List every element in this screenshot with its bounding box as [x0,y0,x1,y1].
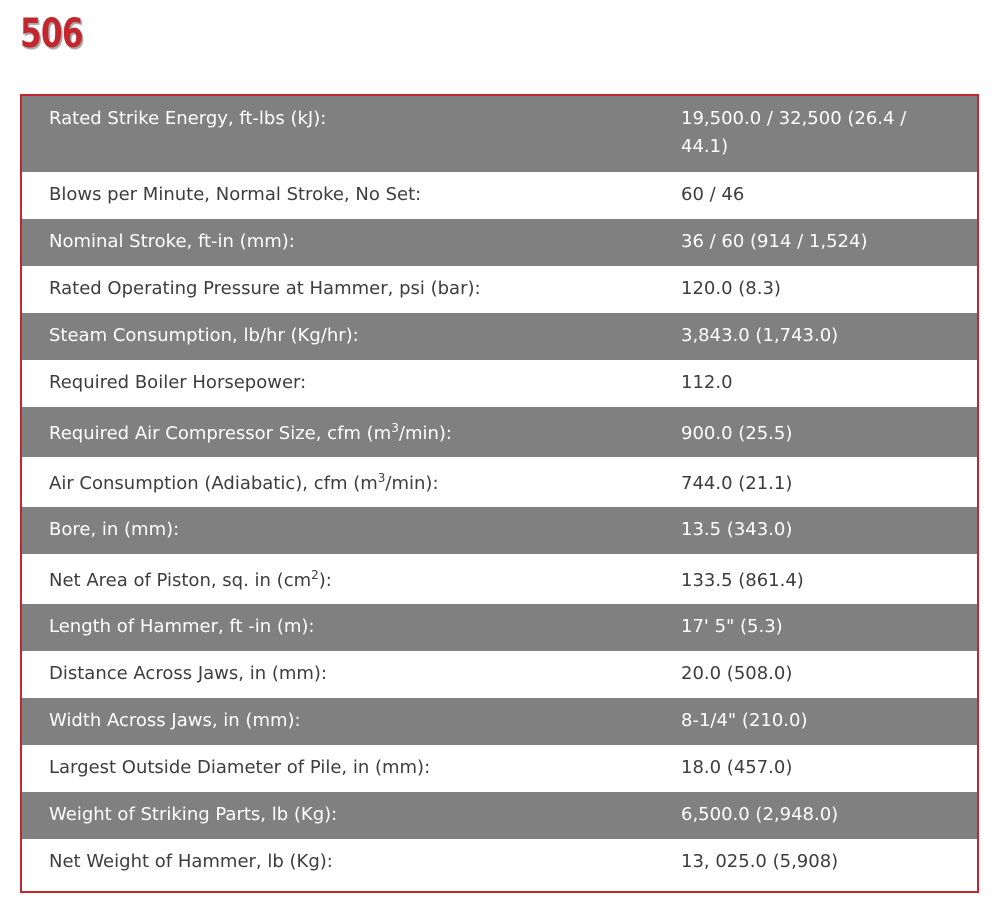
spec-label: Largest Outside Diameter of Pile, in (mm): [49,757,431,778]
spec-label-text: Required Air Compressor Size, cfm (m [49,423,392,444]
spec-row [22,219,977,266]
spec-table [20,94,979,893]
spec-label: Net Weight of Hammer, lb (Kg): [49,851,333,872]
spec-row [22,651,977,698]
spec-row [22,698,977,745]
spec-label: Required Boiler Horsepower: [49,372,307,393]
spec-label-text: Net Area of Piston, sq. in (cm [49,570,312,591]
page-title: 506 [20,11,83,57]
spec-label-text: ): [318,570,332,591]
spec-label: Bore, in (mm): [49,519,180,540]
spec-row [22,554,977,604]
spec-row [22,792,977,839]
spec-value: 900.0 (25.5) [681,423,793,444]
spec-row [22,745,977,792]
spec-value: 6,500.0 (2,948.0) [681,804,839,825]
superscript: 2 [311,568,319,582]
spec-label: Length of Hammer, ft -in (m): [49,616,315,637]
spec-label: Steam Consumption, lb/hr (Kg/hr): [49,325,359,346]
spec-label [22,407,681,457]
spec-row [22,266,977,313]
spec-value: 8-1/4" (210.0) [681,710,808,731]
spec-row [22,457,977,507]
spec-row [22,172,977,219]
spec-value: 133.5 (861.4) [681,570,804,591]
spec-value: 20.0 (508.0) [681,663,793,684]
superscript: 3 [377,471,386,485]
spec-value: 744.0 (21.1) [681,473,793,494]
spec-label: Blows per Minute, Normal Stroke, No Set: [49,184,422,205]
spec-label-text: /min): [398,423,452,444]
spec-value: 112.0 [681,372,733,393]
spec-row [22,407,977,457]
spec-label: Width Across Jaws, in (mm): [49,710,301,731]
spec-row [22,96,977,172]
spec-row [22,507,977,554]
spec-label-text: /min): [385,473,439,494]
superscript: 3 [391,421,399,435]
spec-value: 13, 025.0 (5,908) [681,851,839,872]
spec-row [22,839,977,886]
spec-label: Distance Across Jaws, in (mm): [49,663,328,684]
spec-value: 17' 5" (5.3) [681,616,783,637]
spec-label: Rated Operating Pressure at Hammer, psi (bar): [49,278,481,299]
spec-label [22,457,681,507]
spec-value: 18.0 (457.0) [681,757,793,778]
spec-label: Weight of Striking Parts, lb (Kg): [49,804,338,825]
spec-value: 120.0 (8.3) [681,278,781,299]
spec-value: 13.5 (343.0) [681,519,793,540]
spec-value: 3,843.0 (1,743.0) [681,325,839,346]
spec-label: Nominal Stroke, ft-in (mm): [49,231,295,252]
spec-row [22,313,977,360]
spec-label-text: Air Consumption (Adiabatic), cfm (m [49,473,378,494]
spec-value: 60 / 46 [681,184,745,205]
spec-value: 36 / 60 (914 / 1,524) [681,231,868,252]
spec-value: 19,500.0 / 32,500 (26.4 / 44.1) [681,108,907,157]
spec-label [22,554,681,604]
spec-row [22,360,977,407]
spec-label: Rated Strike Energy, ft-lbs (kJ): [49,108,327,129]
spec-row [22,604,977,651]
